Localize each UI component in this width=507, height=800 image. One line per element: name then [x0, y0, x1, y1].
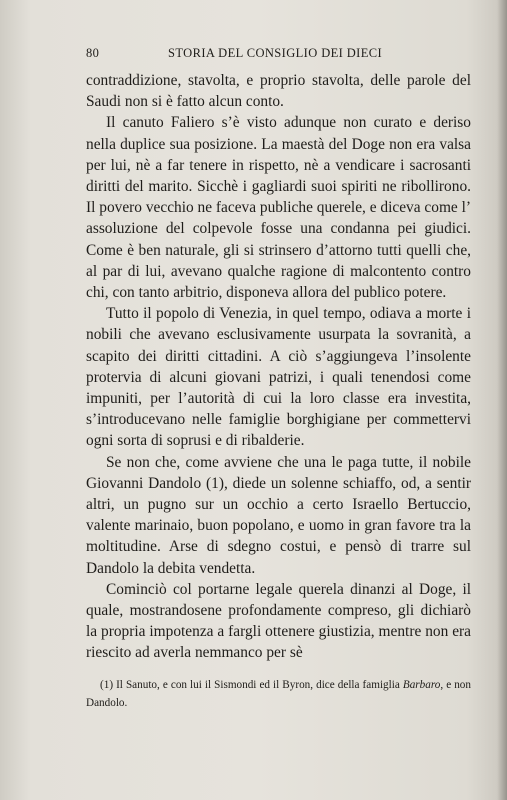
body-text	[86, 70, 471, 664]
footnote-text: (1) Il Sanuto, e con lui il Sismondi ed il Byron, dice della famiglia	[100, 679, 403, 691]
paragraph: Cominciò col portarne legale querela dinanzi al Doge, il quale, mostrandosene profondamente compreso, gli dichiarò la propria impotenza a fargli ottenere giustizia, mentre non era riescito ad averla nemmanco per sè	[86, 580, 471, 662]
paragraph: Il canuto Faliero s’è visto adunque non curato e deriso nella duplice sua posizione. La maestà del Doge non era valsa per lui, nè a far tenere in rispetto, nè a vendicare i sacrosanti diritti del marito. Sicchè i gagliardi suoi spiriti ne ribollirono. Il povero vecchio ne faceva publiche querele, e diceva come l’ assoluzione del colpevole fosse una condanna pei giudici. Come è ben naturale, gli si strinsero d’attorno tutti quelli che, al par di lui, avevano qualche ragione di malcontento contro chi, con tanto arbitrio, disponeva allora del publico potere.	[86, 114, 471, 302]
footnote	[86, 676, 471, 712]
page-header	[86, 46, 471, 64]
running-head: STORIA DEL CONSIGLIO DEI DIECI	[168, 46, 383, 60]
paragraph: Se non che, come avviene che una le paga tutte, il nobile Giovanni Dandolo (1), diede un solenne schiaffo, od, a sentir altri, un pugno sur un occhio a certo Israello Bertuccio, valente marinaio, buon popolano, e uomo in gran favore tra la moltitudine. Arse di sdegno costui, e pensò di trarre sul Dandolo la debita vendetta.	[86, 453, 471, 577]
paragraph-continuation: contraddizione, stavolta, e proprio stavolta, delle parole del Saudi non si è fatto alcun conto.	[86, 72, 471, 111]
paragraph: Tutto il popolo di Venezia, in quel tempo, odiava a morte i nobili che avevano esclusivamente usurpata la sovranità, a scapito dei diritti cittadini. A ciò s’aggiungeva l’insolente protervia di alcuni giovani patrizi, i quali tenendosi come impuniti, per l’autorità di cui la loro classe era investita, s’introducevano nelle famiglie borghigiane per commettervi ogni sorta di soprusi e di ribalderie.	[86, 305, 471, 450]
footnote-italic-name: Barbaro	[402, 679, 441, 691]
page-number: 80	[86, 46, 100, 60]
page-edge-shadow	[497, 0, 507, 800]
footnote-text-end: , e non Dandolo.	[86, 679, 471, 709]
